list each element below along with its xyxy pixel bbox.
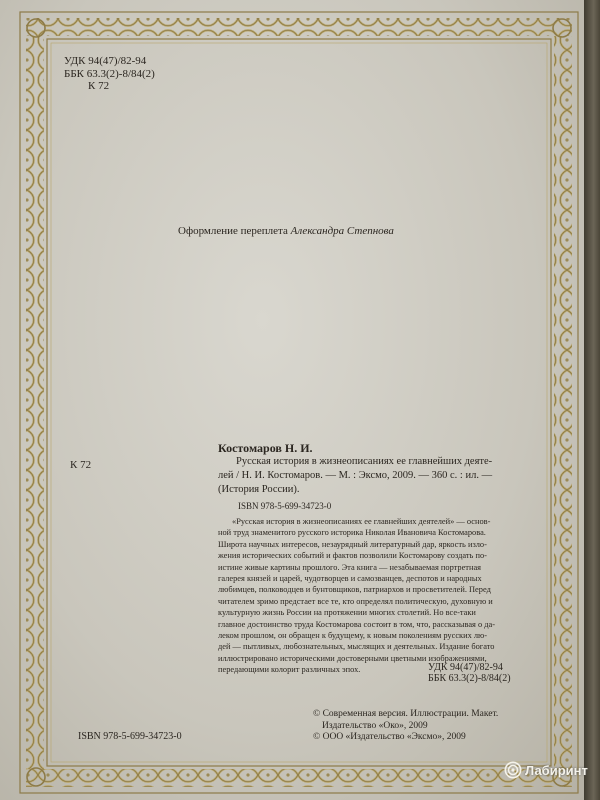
top-classification-block: [64, 55, 155, 93]
labirint-watermark: [504, 757, 596, 783]
bottom-classification-block: [428, 662, 511, 684]
catalog-author: Костомаров Н. И.: [218, 441, 313, 455]
catalog-line: лей / Н. И. Костомаров. — М. : Эксмо, 2009. — 360 с. : ил. —: [218, 470, 493, 481]
annotation-line: главное достоинство труда Костомарова состоит в том, что, рассказывая о да-: [218, 619, 496, 629]
cover-design-credit: [178, 225, 394, 237]
annotation-line: культурную жизнь России на протяжении многих столетий. Но все-таки: [218, 608, 476, 618]
author-mark: К 72: [88, 80, 110, 92]
copyright-line: © Современная версия. Иллюстрации. Макет.: [313, 709, 499, 719]
annotation-line: иллюстрировано историческими достоверными цветными изображениями,: [218, 653, 487, 663]
annotation-line: ной труд знаменитого русского историка Николая Ивановича Костомарова.: [218, 528, 486, 538]
annotation-line: Широта научных интересов, незаурядный литературный дар, яркость изло-: [218, 539, 487, 549]
design-credit-prefix: Оформление переплета: [178, 225, 288, 237]
isbn-bottom: ISBN 978-5-699-34723-0: [78, 731, 182, 742]
udk-code: УДК 94(47)/82-94: [428, 662, 503, 673]
design-credit-artist: Александра Степнова: [290, 225, 394, 237]
watermark-text: Лабиринт: [525, 762, 588, 778]
annotation-line: дей — пытливых, любознательных, мыслящих и деятельных. Издание богато: [218, 642, 495, 652]
catalog-line: Русская история в жизнеописаниях ее главнейших деяте-: [236, 456, 493, 467]
labirint-logo-icon: [504, 761, 522, 779]
annotation-text: [218, 516, 518, 676]
book-edge: [584, 0, 600, 800]
annotation-line: галерея князей и царей, чудотворцев и самозванцев, деспотов и народных: [218, 574, 482, 584]
copyright-line: Издательство «Око», 2009: [322, 720, 428, 731]
catalog-isbn: ISBN 978-5-699-34723-0: [238, 501, 332, 511]
annotation-line: «Русская история в жизнеописаниях ее главнейших деятелей» — основ-: [232, 517, 491, 526]
annotation-line: передающими колорит различных эпох.: [218, 665, 361, 675]
bbk-code: ББК 63.3(2)-8/84(2): [64, 67, 155, 80]
annotation-line: читателем зримо предстает все те, кто определял политическую, духовную и: [218, 596, 493, 606]
annotation-line: истине живые картины прошлого. Эта книга — незабываемая портретная: [218, 562, 482, 572]
udk-code: УДК 94(47)/82-94: [64, 55, 147, 67]
catalog-card: [70, 441, 520, 511]
annotation-line: леком прошлом, он обращен к будущему, к новым поколениям русских лю-: [218, 631, 488, 641]
copyright-block: [313, 709, 498, 744]
annotation-line: жения исторических событий и фактов позволили Костомарову создать по-: [218, 551, 487, 561]
catalog-index-mark: К 72: [70, 459, 92, 471]
copyright-line: © ООО «Издательство «Эксмо», 2009: [313, 732, 466, 742]
annotation-line: любимцев, полководцев и бунтовщиков, патриархов и просветителей. Перед: [218, 585, 491, 595]
catalog-line: (История России).: [218, 484, 300, 495]
bbk-code: ББК 63.3(2)-8/84(2): [428, 673, 511, 684]
catalog-description: [218, 455, 518, 497]
